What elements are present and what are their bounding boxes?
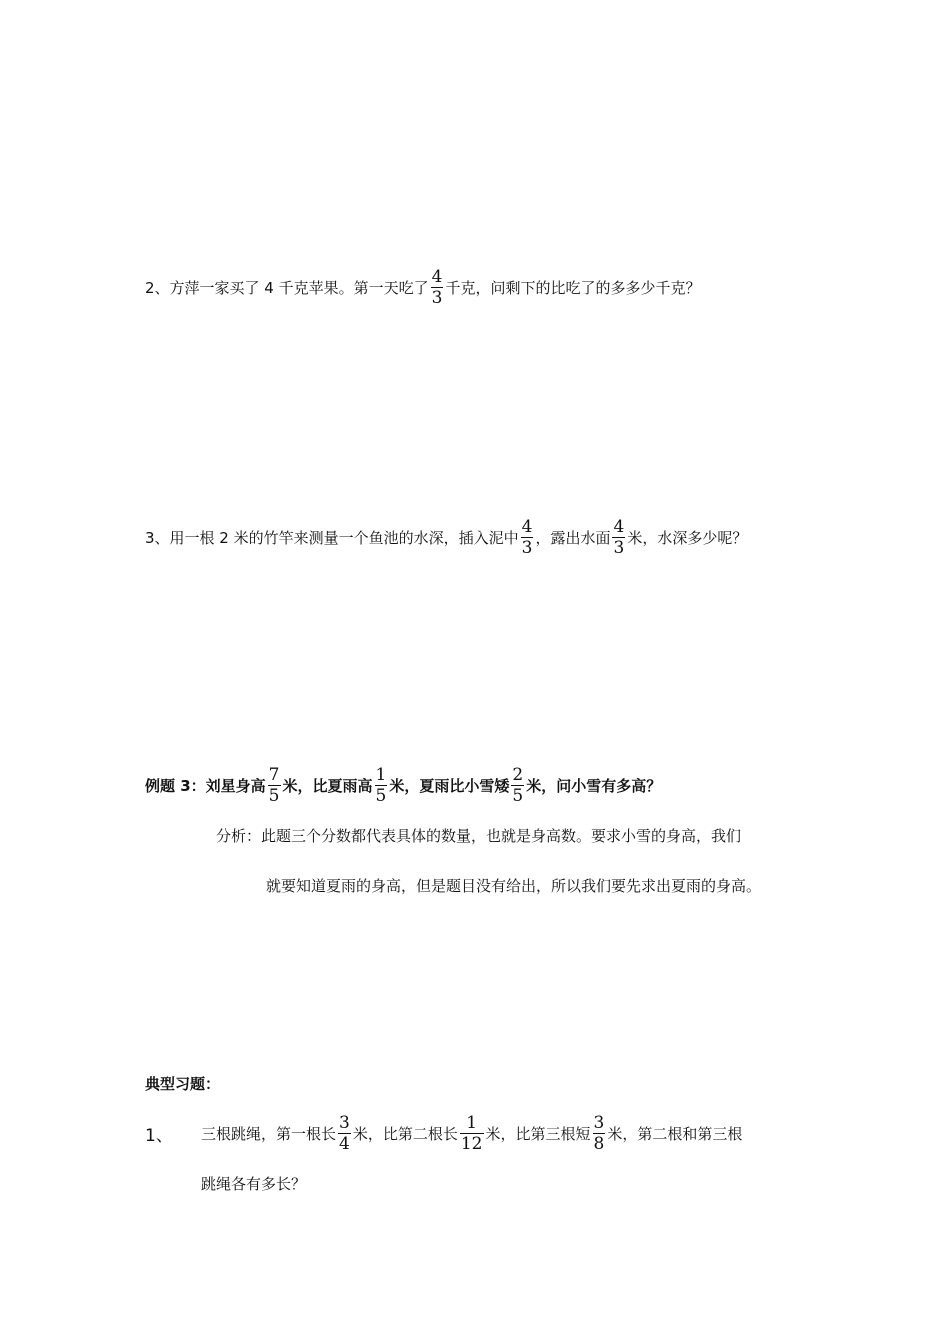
te1-text-c: 米，比第三根短: [485, 1124, 591, 1143]
fraction-denominator: 12: [460, 1133, 483, 1154]
example-3: [145, 760, 661, 810]
analysis-line-1: 分析：此题三个分数都代表具体的数量，也就是身高数。要求小雪的身高，我们: [216, 826, 742, 845]
q3-fraction-2: [612, 517, 625, 558]
fraction-numerator: 3: [593, 1112, 605, 1133]
fraction-denominator: 3: [431, 287, 443, 308]
q2-fraction-1: [431, 267, 444, 308]
te1-text-a: 三根跳绳，第一根长: [201, 1124, 337, 1143]
fraction-numerator: 4: [431, 266, 443, 287]
typical-exercises-heading: 典型习题：: [145, 1074, 221, 1093]
ex3-text-b: 米，比夏雨高: [282, 776, 373, 795]
question-3: [145, 512, 747, 562]
fraction-numerator: 2: [512, 764, 524, 785]
fraction-denominator: 3: [613, 537, 625, 558]
ex3-fraction-3: [511, 765, 524, 806]
q3-text-c: 米，水深多少呢？: [627, 528, 748, 547]
te1-text-b: 米，比第二根长: [352, 1124, 458, 1143]
fraction-numerator: 1: [466, 1112, 478, 1133]
analysis-line-2: 就要知道夏雨的身高，但是题目没有给出，所以我们要先求出夏雨的身高。: [266, 876, 762, 895]
ex3-text-c: 米，夏雨比小雪矮: [389, 776, 510, 795]
ex3-text-a: 例题 3：刘星身高: [145, 776, 266, 795]
fraction-denominator: 3: [521, 537, 533, 558]
fraction-numerator: 1: [375, 764, 387, 785]
ex3-fraction-2: [375, 765, 388, 806]
q3-text-b: ，露出水面: [535, 528, 611, 547]
te1-fraction-2: [460, 1113, 484, 1154]
q2-text-a: 2、方萍一家买了 4 千克苹果。第一天吃了: [145, 278, 429, 297]
typical-exercise-1-line-2: 跳绳各有多长？: [201, 1174, 307, 1193]
fraction-denominator: 8: [593, 1133, 605, 1154]
q2-text-b: 千克，问剩下的比吃了的多多少千克？: [445, 278, 701, 297]
ex3-text-d: 米，问小雪有多高？: [526, 776, 662, 795]
te1-fraction-3: [593, 1113, 606, 1154]
fraction-denominator: 5: [268, 785, 280, 806]
typical-exercise-1: [145, 1108, 742, 1158]
exercise-number: 1、: [145, 1125, 173, 1146]
fraction-denominator: 5: [375, 785, 387, 806]
fraction-denominator: 4: [339, 1133, 350, 1154]
q3-text-a: 3、用一根 2 米的竹竿来测量一个鱼池的水深，插入泥中: [145, 528, 519, 547]
fraction-numerator: 4: [521, 516, 533, 537]
fraction-numerator: 7: [268, 764, 280, 785]
fraction-numerator: 3: [339, 1112, 350, 1133]
question-2: [145, 262, 700, 312]
fraction-denominator: 5: [512, 785, 524, 806]
fraction-numerator: 4: [613, 516, 625, 537]
ex3-fraction-1: [268, 765, 281, 806]
te1-text-d: 米，第二根和第三根: [607, 1124, 743, 1143]
te1-fraction-1: [338, 1113, 351, 1154]
q3-fraction-1: [521, 517, 534, 558]
